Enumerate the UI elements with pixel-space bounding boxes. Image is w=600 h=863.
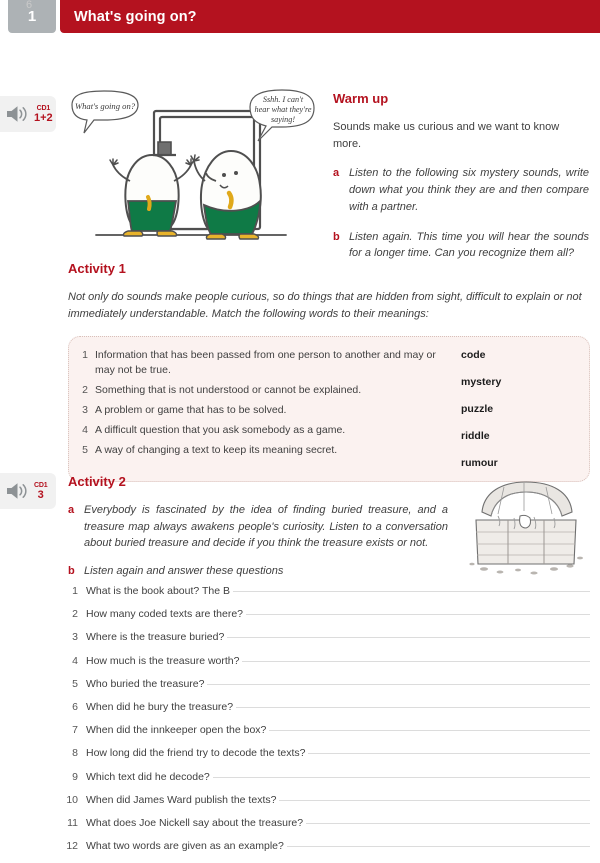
chapter-number-badge: 1 [8,0,56,33]
definition-number: 5 [82,443,88,456]
question-number: 1 [72,585,78,597]
cd-track-label [34,105,53,124]
definition-number: 4 [82,423,88,436]
question-number: 5 [72,677,78,690]
word-bank-item[interactable]: code [461,349,486,362]
svg-text:saying!: saying! [270,115,296,124]
definition-item [79,403,439,418]
definition-number: 1 [82,349,88,362]
word-bank [461,348,573,469]
question-row [60,701,590,724]
question-text: When did he bury the treasure? [86,700,234,713]
activity2-heading: Activity 2 [68,474,126,489]
matching-exercise-box [68,336,590,482]
question-row [60,794,590,817]
question-number: 7 [72,724,78,737]
definition-item [79,383,439,398]
answer-line[interactable] [246,614,590,615]
word-bank-item[interactable]: rumour [461,457,498,470]
question-number: 2 [72,608,78,621]
answer-line[interactable] [306,823,590,824]
answer-line[interactable] [233,591,590,592]
cd-disc-label: CD1 [36,104,51,112]
warmup-item-b [333,229,589,262]
warmup-section [333,91,589,262]
page-title: What's going on? [74,8,197,25]
question-text: What two words are given as an example? [86,840,284,853]
definition-item [79,443,439,458]
answer-line[interactable] [308,753,590,754]
answer-line[interactable] [207,684,590,685]
word-bank-item[interactable]: mystery [461,376,502,389]
definition-list [79,348,439,469]
speaker-icon [5,104,31,124]
item-marker-b: b [68,565,75,578]
definition-text: Something that is not understood or cannot be explained. [95,383,362,396]
question-number: 4 [72,654,78,667]
page-number: 6 [26,0,33,11]
question-number: 10 [66,793,78,806]
question-text: When did the innkeeper open the box? [86,724,267,737]
definition-text: A difficult question that you ask somebody as a game. [95,423,346,436]
question-text: How much is the treasure worth? [86,654,240,667]
item-text-b: Listen again. This time you will hear the sounds for a longer time. Can you recognize them all? [349,230,589,260]
answer-line[interactable] [279,800,590,801]
cd-track-label [34,482,47,501]
item-marker-a: a [333,167,340,180]
cd-track-number: 3 [37,488,44,501]
speaker-icon [5,481,31,501]
speech-bubble-left-text: What's going on? [74,101,136,111]
question-row [60,608,590,631]
question-text: How long did the friend try to decode the texts? [86,747,306,760]
question-text: Who buried the treasure? [86,677,205,690]
svg-text:hear what they're: hear what they're [254,105,312,114]
definition-text: A problem or game that has to be solved. [95,403,287,416]
item-marker-a: a [68,504,75,516]
item-marker-b: b [333,230,340,243]
activity1-intro: Not only do sounds make people curious, so do things that are hidden from sight, difficult to explain or not immediately understandable. Match the following words to their meanings: [68,291,582,321]
question-text: What is the book about? The B [86,585,230,597]
answer-line[interactable] [242,661,590,662]
item-text-a: Listen to the following six mystery sounds, write down what you think they are and then compare with a partner. [349,167,589,213]
question-row [60,585,590,608]
word-bank-item[interactable]: puzzle [461,403,494,416]
question-text: Which text did he decode? [86,770,210,783]
speech-bubble-right-text: Sshh. I can't [262,95,304,104]
definition-item [79,423,439,438]
warmup-heading: Warm up [333,91,389,106]
question-list [60,585,590,863]
audio-cue-warmup[interactable] [0,96,56,132]
word-bank-item[interactable]: riddle [461,430,490,443]
answer-line[interactable] [287,846,590,847]
warmup-intro: Sounds make us curious and we want to know more. [333,121,560,150]
question-number: 12 [66,840,78,853]
question-text: What does Joe Nickell say about the treasure? [86,816,304,829]
activity1-heading: Activity 1 [68,261,126,276]
question-text: Where is the treasure buried? [86,631,225,644]
activity2-item-b [68,563,448,580]
answer-line[interactable] [213,777,590,778]
question-row [60,724,590,747]
question-text: How many coded texts are there? [86,608,243,621]
question-row [60,655,590,678]
question-number: 3 [72,631,78,644]
activity1-section [68,261,590,482]
definition-number: 2 [82,383,88,396]
audio-cue-activity2[interactable] [0,473,56,509]
definition-item [79,348,439,378]
question-row [60,771,590,794]
item-text-b: Listen again and answer these questions [84,565,284,578]
question-row [60,817,590,840]
question-row [60,747,590,770]
definition-number: 3 [82,403,88,416]
cd-disc-label: CD1 [34,481,48,489]
definition-text: A way of changing a text to keep its meaning secret. [95,443,338,456]
item-text-a: Everybody is fascinated by the idea of finding buried treasure, and a treasure map always awakens people's curiosity. Listen to a conversation about buried treasure and decide if you think the treasure exists or not. [84,504,448,550]
question-row [60,678,590,701]
answer-line[interactable] [236,707,590,708]
definition-text: Information that has been passed from one person to another and may or may not be true. [95,349,436,376]
answer-line[interactable] [269,730,590,731]
warmup-item-a [333,165,589,215]
two-characters-at-door-illustration [64,89,316,249]
treasure-chest-illustration [462,478,590,578]
activity2-section [68,474,448,580]
activity2-item-a [68,502,448,552]
question-number: 9 [72,770,78,783]
question-number: 8 [72,747,78,760]
page-header [0,0,600,33]
question-row [60,631,590,654]
question-number: 6 [72,700,78,713]
question-row [60,840,590,863]
header-banner [60,0,600,33]
answer-line[interactable] [227,637,590,638]
question-text: When did James Ward publish the texts? [86,793,277,806]
cd-track-number: 1+2 [34,111,53,124]
question-number: 11 [67,816,78,829]
